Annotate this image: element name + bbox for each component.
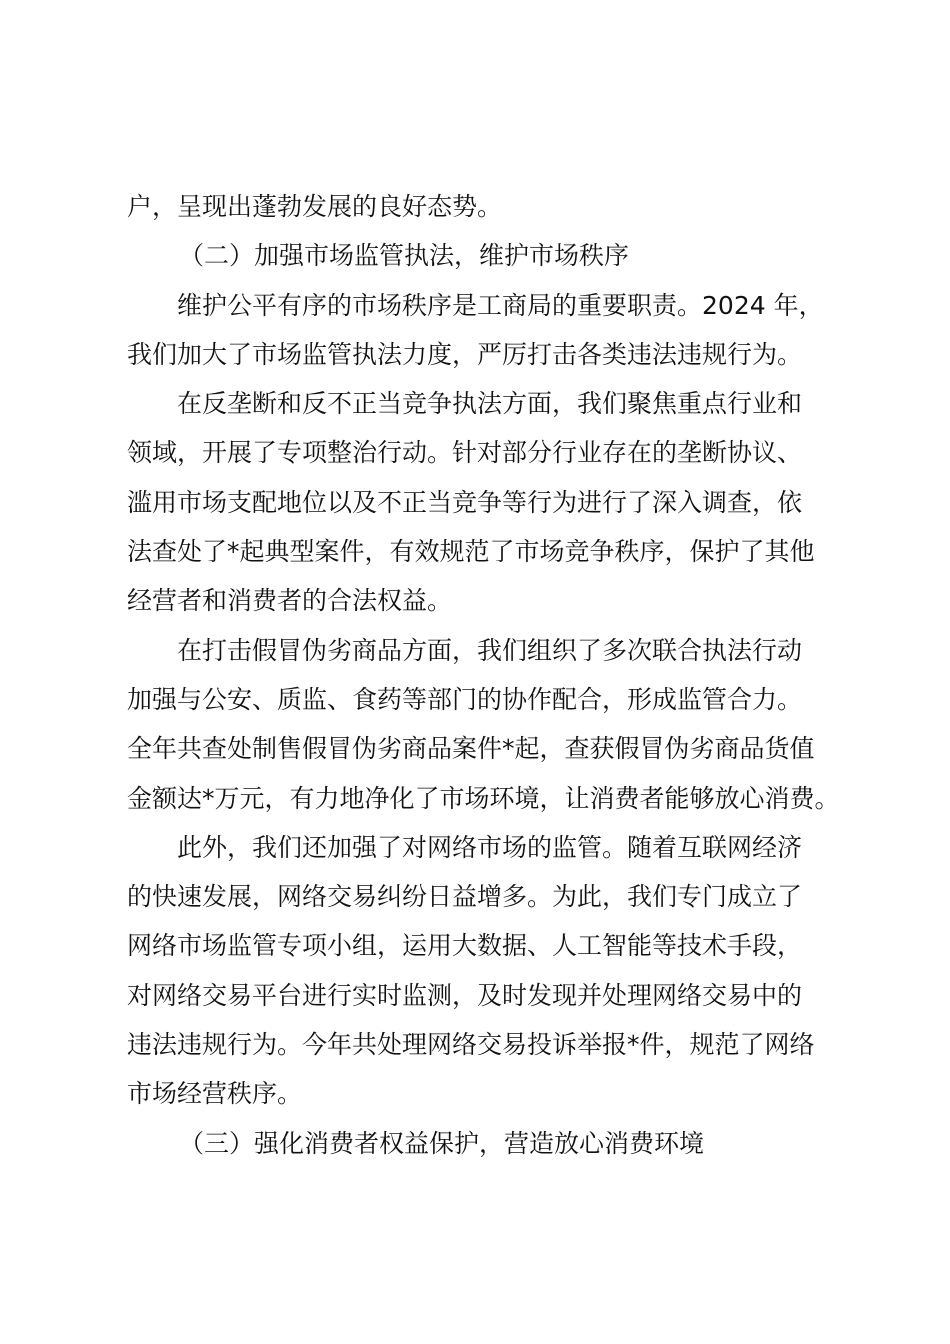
paragraph-line: 全年共查处制售假冒伪劣商品案件*起，查获假冒伪劣商品货值 [127, 734, 815, 764]
paragraph-line: 在打击假冒伪劣商品方面，我们组织了多次联合执法行动 [177, 635, 803, 665]
paragraph-line: 我们加大了市场监管执法力度，严厉打击各类违法违规行为。 [127, 339, 803, 369]
paragraph-line: 违法违规行为。今年共处理网络交易投诉举报*件，规范了网络 [127, 1030, 815, 1060]
document-body [127, 182, 847, 1168]
paragraph-line: 此外，我们还加强了对网络市场的监管。随着互联网经济 [177, 832, 803, 862]
paragraph-line: 维护公平有序的市场秩序是工商局的重要职责。2024 年， [177, 290, 824, 320]
paragraph-line: 领域，开展了专项整治行动。针对部分行业存在的垄断协议、 [127, 438, 803, 468]
paragraph-line: 对网络交易平台进行实时监测，及时发现并处理网络交易中的 [127, 980, 803, 1010]
section-heading: （二）加强市场监管执法，维护市场秩序 [179, 241, 630, 271]
paragraph-line: 经营者和消费者的合法权益。 [127, 586, 453, 616]
section-heading: （三）强化消费者权益保护，营造放心消费环境 [179, 1128, 705, 1158]
paragraph-line: 户，呈现出蓬勃发展的良好态势。 [127, 192, 503, 221]
paragraph-line: 法查处了*起典型案件，有效规范了市场竞争秩序，保护了其他 [127, 537, 815, 567]
paragraph-line: 网络市场监管专项小组，运用大数据、人工智能等技术手段， [127, 931, 803, 961]
paragraph-line: 加强与公安、质监、食药等部门的协作配合，形成监管合力。 [127, 684, 803, 714]
paragraph-line: 的快速发展，网络交易纠纷日益增多。为此，我们专门成立了 [127, 882, 803, 912]
paragraph-line: 滥用市场支配地位以及不正当竞争等行为进行了深入调查，依 [127, 487, 803, 517]
paragraph-line: 在反垄断和反不正当竞争执法方面，我们聚焦重点行业和 [177, 389, 803, 419]
paragraph-line: 金额达*万元，有力地净化了市场环境，让消费者能够放心消费。 [127, 783, 840, 813]
paragraph-line: 市场经营秩序。 [127, 1079, 303, 1109]
